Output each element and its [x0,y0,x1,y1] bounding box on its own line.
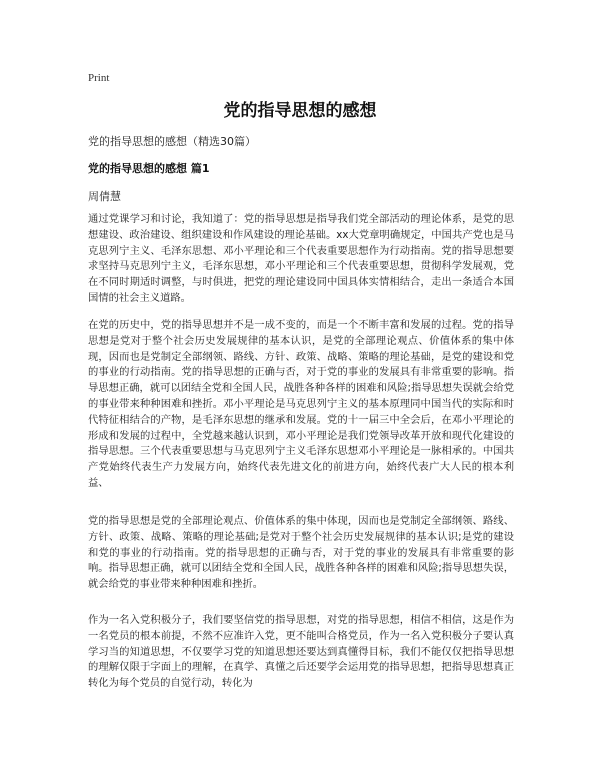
page-title: 党的指导思想的感想 [223,101,377,121]
document-subtitle: 党的指导思想的感想（精选30篇） [88,135,256,148]
section-heading: 党的指导思想的感想 篇1 [88,162,210,175]
author-name: 周倩慧 [88,190,121,203]
paragraph-3: 党的指导思想是党的全部理论观点、价值体系的集中体现，因而也是党制定全部纲领、路线、方针、政策、战略、策略的理论基础;是党对于整个社会历史发展规律的基本认识;是党的建设和党的事业的行动指南。党的指导思想的正确与否，对于党的事业的发展具有非常重要的影响。指导思想正确，就可以团结全党和全国人民，战胜各种各样的困难和风险;指导思想失误，就会给党的事业带来种种困难和挫折。 [88,515,514,591]
paragraph-2: 在党的历史中，党的指导思想并不是一成不变的，而是一个不断丰富和发展的过程。党的指导思想是党对于整个社会历史发展规律的基本认识，是党的全部理论观点、价值体系的集中体现，因而也是党制定全部纲领、路线、方针、政策、战略、策略的理论基础，是党的建设和党的事业的行动指南。党的指导思想的正确与否，对于党的事业的发展具有非常重要的影响。指导思想正确，就可以团结全党和全国人民，战胜各种各样的困难和风险;指导思想失误就会给党的事业带来种种困难和挫折。邓小平理论是马克思列宁主义的基本原理同中国当代的实际和时代特征相结合的产物，是毛泽东思想的继承和发展。党的十一届三中全会后，在邓小平理论的形成和发展的过程中，全党越来越认识到，邓小平理论是我们党领导改革开放和现代化建设的指导思想。三个代表重要思想与马克思列宁主义毛泽东思想邓小平理论是一脉相承的。中国共产党始终代表生产力发展方向，始终代表先进文化的前进方向，始终代表广大人民的根本利益、 [88,319,514,489]
paragraph-4: 作为一名入党积极分子，我们要坚信党的指导思想，对党的指导思想，相信不相信，这是作为一名党员的根本前提，不然不应准许入党，更不能叫合格党员，作为一名入党积极分子要认真学习当的知道思想，不仅要学习党的知道思想还要达到真懂得目标，我们不能仅仅把指导思想的理解仅限于字面上的理解，在真学、真懂之后还要学会运用党的指导思想，把指导思想真正转化为每个党员的自觉行动，转化为 [88,614,514,690]
print-link[interactable]: Print [88,72,110,84]
paragraph-1: 通过党课学习和讨论，我知道了：党的指导思想是指导我们党全部活动的理论体系，是党的思想建设、政治建设、组织建设和作风建设的理论基础。xx大党章明确规定，中国共产党也是马克思列宁主义、毛泽东思想、邓小平理论和三个代表重要思想作为行动指南。党的指导思想要求坚持马克思列宁主义，毛泽东思想，邓小平理论和三个代表重要思想，贯彻科学发展观，党在不同时期适时调整，与时俱进，把党的理论建设同中国具体实情相结合，走出一条适合本国国情的社会主义道路。 [88,213,514,304]
